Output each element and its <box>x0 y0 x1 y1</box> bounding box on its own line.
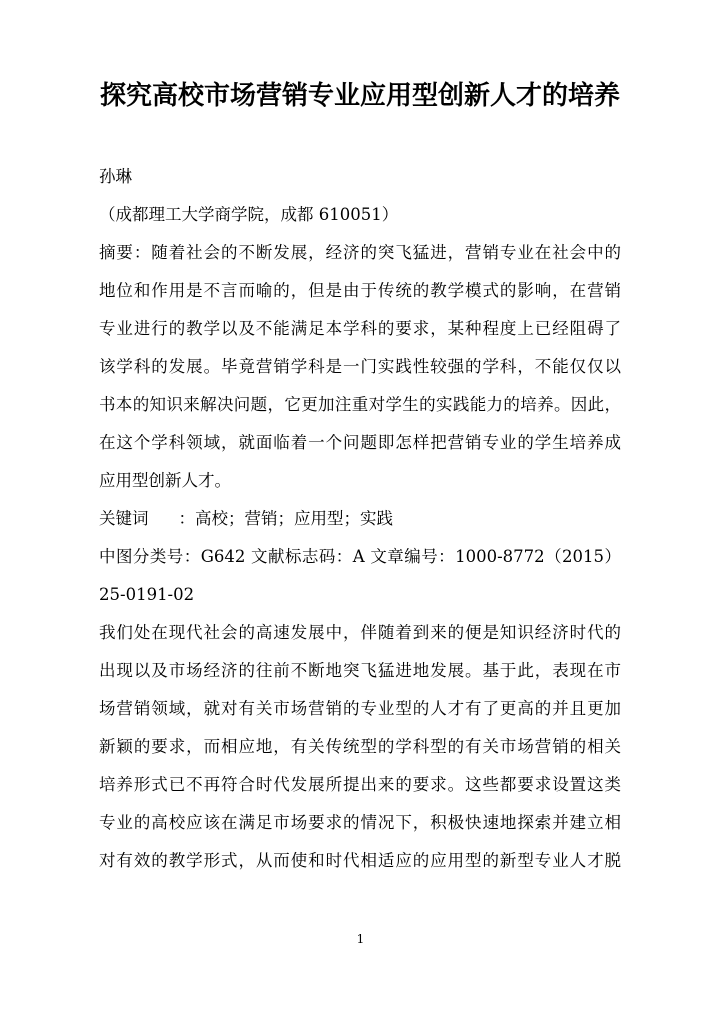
page-content <box>99 0 621 880</box>
body-line: 培养形式已不再符合时代发展所提出来的要求。这些都要求设置这类 <box>99 775 621 794</box>
body-line: 出现以及市场经济的往前不断地突飞猛进地发展。基于此，表现在市 <box>99 661 621 680</box>
body-line: 专业的高校应该在满足市场要求的情况下，积极快速地探索并建立相 <box>99 813 621 832</box>
abstract-line: 应用型创新人才。 <box>99 471 231 490</box>
body-line: 对有效的教学形式，从而使和时代相适应的应用型的新型专业人才脱 <box>99 851 621 870</box>
page-title: 探究高校市场营销专业应用型创新人才的培养 <box>99 81 620 111</box>
abstract-line: 地位和作用是不言而喻的，但是由于传统的教学模式的影响，在营销 <box>99 281 621 300</box>
abstract-section <box>99 234 621 500</box>
body-line: 场营销领域，就对有关市场营销的专业型的人才有了更高的并且更加 <box>99 699 621 718</box>
classification-section <box>99 538 621 614</box>
author-affiliation: （成都理工大学商学院，成都 610051） <box>99 205 399 224</box>
author-name: 孙琳 <box>99 167 132 186</box>
body-line: 我们处在现代社会的高速发展中，伴随着到来的便是知识经济时代的 <box>99 623 621 642</box>
abstract-line: 专业进行的教学以及不能满足本学科的要求，某种程度上已经阻碍了 <box>99 319 621 338</box>
keywords-section <box>99 500 621 538</box>
classification-line: 中图分类号：G642 文献标志码：A 文章编号：1000-8772（2015） <box>99 547 621 566</box>
abstract-line: 该学科的发展。毕竟营销学科是一门实践性较强的学科，不能仅仅以 <box>99 357 621 376</box>
body-line: 新颖的要求，而相应地，有关传统型的学科型的有关市场营销的相关 <box>99 737 621 756</box>
keywords-label: 关键词 <box>99 509 149 528</box>
page-number: 1 <box>356 932 365 946</box>
abstract-line: 摘要：随着社会的不断发展，经济的突飞猛进，营销专业在社会中的 <box>99 243 621 262</box>
abstract-line: 在这个学科领域，就面临着一个问题即怎样把营销专业的学生培养成 <box>99 433 621 452</box>
keywords-value: 高校；营销；应用型；实践 <box>195 509 393 528</box>
classification-line: 25-0191-02 <box>99 585 195 604</box>
body-paragraph <box>99 614 621 880</box>
keywords-separator: ： <box>178 509 195 528</box>
keywords-line <box>99 500 621 538</box>
abstract-line: 书本的知识来解决问题，它更加注重对学生的实践能力的培养。因此， <box>99 395 621 414</box>
